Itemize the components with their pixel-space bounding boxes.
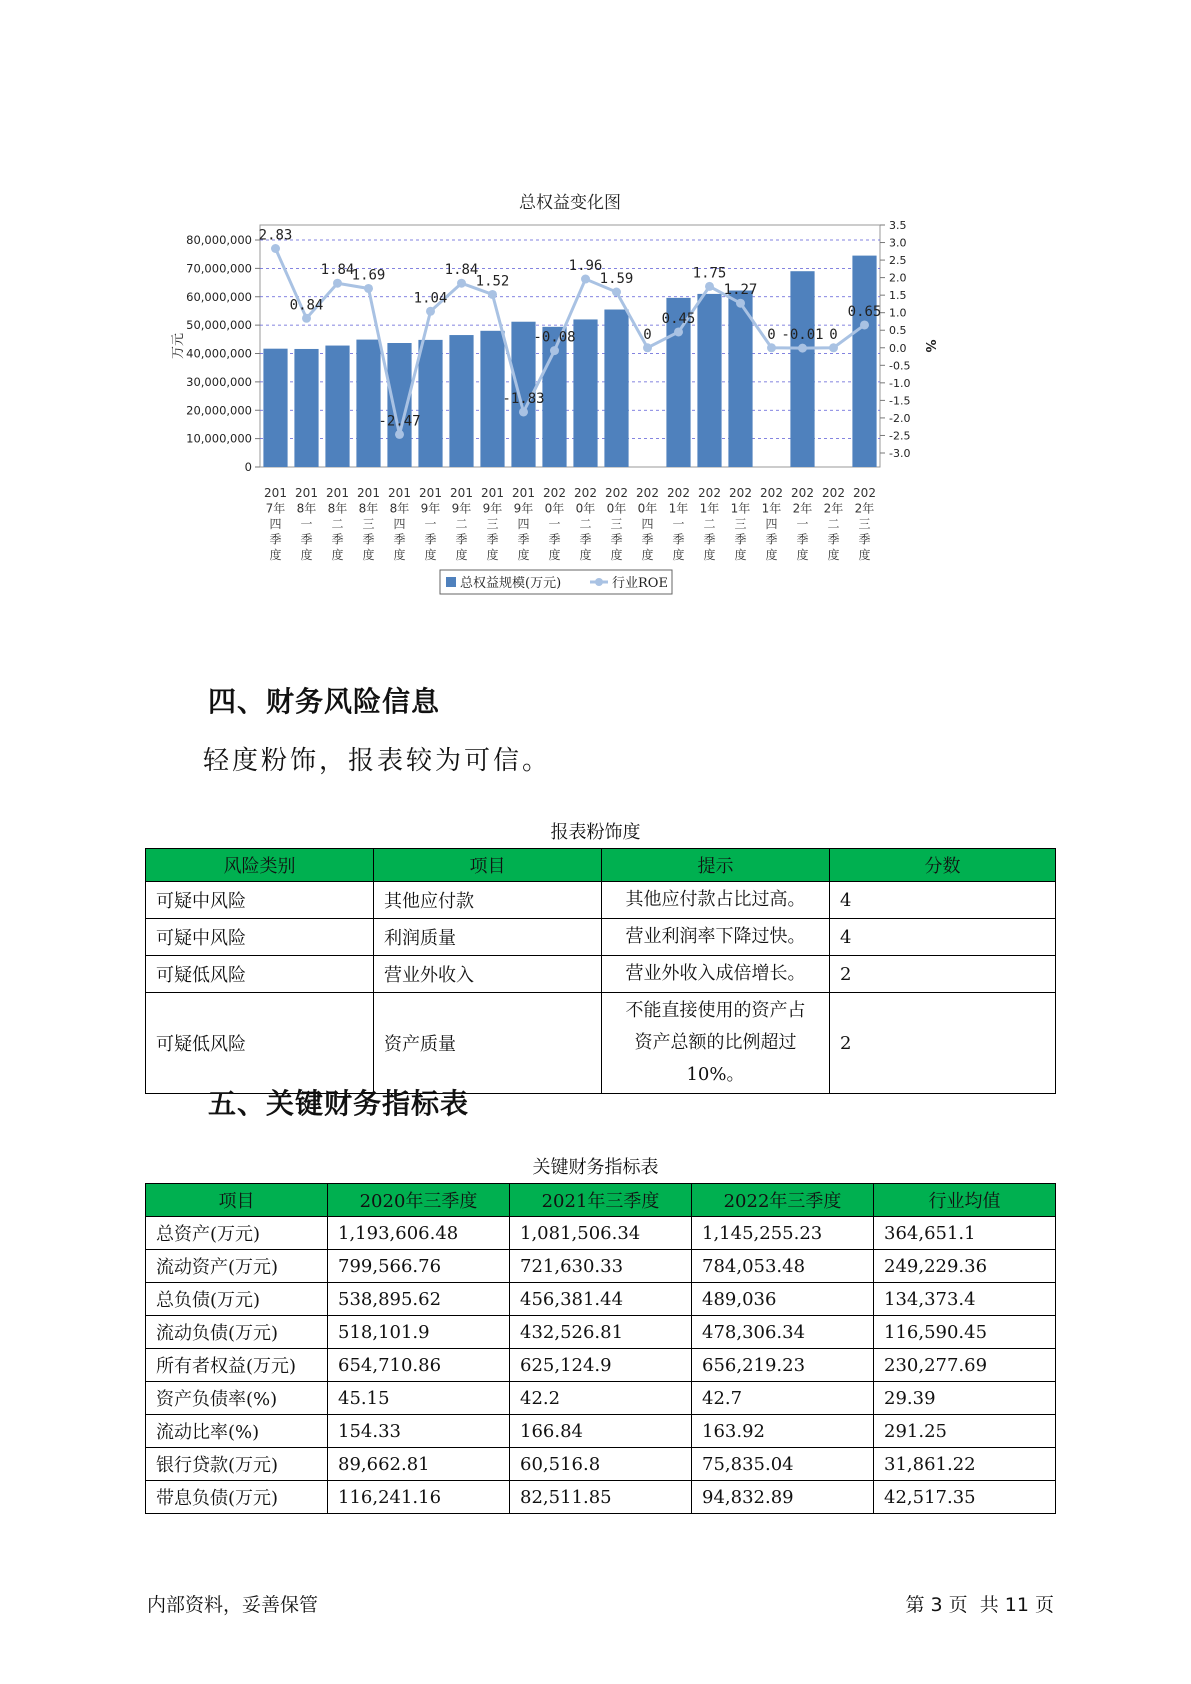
roe-point bbox=[519, 407, 528, 416]
indicator-value: 42.7 bbox=[692, 1382, 874, 1415]
risk-item: 营业外收入 bbox=[374, 956, 602, 993]
roe-point bbox=[395, 430, 404, 439]
x-tick-label: 三 bbox=[486, 517, 499, 531]
roe-data-label: -0.01 bbox=[781, 327, 824, 344]
indicator-value: 249,229.36 bbox=[874, 1250, 1056, 1283]
x-tick-label: 季 bbox=[579, 532, 592, 547]
roe-data-label: 0 bbox=[767, 326, 776, 343]
x-tick-label: 202 bbox=[822, 486, 845, 500]
x-tick-label: 1年 bbox=[699, 501, 720, 516]
y-axis-label: 万元 bbox=[171, 332, 186, 360]
equity-bar bbox=[449, 335, 473, 467]
legend-bar-swatch bbox=[446, 577, 456, 587]
roe-point bbox=[829, 343, 838, 352]
x-tick-label: 8年 bbox=[327, 501, 348, 516]
equity-bar bbox=[418, 340, 442, 467]
indicator-value: 29.39 bbox=[874, 1382, 1056, 1415]
x-tick-label: 二 bbox=[331, 517, 344, 531]
table-row bbox=[146, 1415, 1056, 1448]
x-tick-label: 度 bbox=[517, 548, 530, 562]
x-tick-label: 9年 bbox=[482, 501, 503, 516]
x-tick-label: 0年 bbox=[544, 501, 565, 516]
x-tick-label: 季 bbox=[424, 532, 437, 547]
x-tick-label: 季 bbox=[796, 532, 809, 547]
roe-point bbox=[612, 287, 621, 296]
y2-tick-label: -2.5 bbox=[889, 429, 911, 443]
indicator-name: 所有者权益(万元) bbox=[146, 1349, 328, 1382]
x-tick-label: 202 bbox=[605, 486, 628, 500]
roe-point bbox=[674, 327, 683, 336]
risk-item: 利润质量 bbox=[374, 919, 602, 956]
table-row bbox=[146, 1283, 1056, 1316]
x-tick-label: 季 bbox=[486, 532, 499, 547]
roe-data-label: 1.75 bbox=[692, 265, 727, 282]
y2-tick-label: 2.5 bbox=[889, 254, 907, 268]
risk-tip-line: 营业利润率下降过快。 bbox=[625, 926, 806, 947]
key-table-title: 关键财务指标表 bbox=[532, 1157, 659, 1178]
roe-data-label: 1.27 bbox=[723, 282, 758, 299]
key-header-col: 2020年三季度 bbox=[328, 1184, 510, 1217]
x-tick-label: 202 bbox=[543, 486, 566, 500]
y-tick-label: 80,000,000 bbox=[186, 233, 252, 247]
x-tick-label: 1年 bbox=[668, 501, 689, 516]
table-row bbox=[146, 882, 1056, 919]
x-tick-label: 9年 bbox=[420, 501, 441, 516]
table-row bbox=[146, 1448, 1056, 1481]
risk-header-item: 项目 bbox=[374, 849, 602, 882]
indicator-value: 489,036 bbox=[692, 1283, 874, 1316]
y2-tick-label: 1.5 bbox=[889, 289, 907, 303]
indicator-value: 31,861.22 bbox=[874, 1448, 1056, 1481]
indicator-value: 518,101.9 bbox=[328, 1316, 510, 1349]
risk-category: 可疑中风险 bbox=[146, 919, 374, 956]
chart-title: 总权益变化图 bbox=[519, 193, 621, 213]
x-tick-label: 201 bbox=[326, 486, 349, 500]
y-tick-label: 30,000,000 bbox=[186, 374, 252, 389]
indicator-value: 784,053.48 bbox=[692, 1250, 874, 1283]
x-tick-label: 一 bbox=[300, 517, 313, 531]
x-tick-label: 1年 bbox=[730, 501, 751, 516]
risk-item: 资产质量 bbox=[374, 993, 602, 1094]
equity-bar bbox=[697, 294, 721, 467]
roe-point bbox=[550, 346, 559, 355]
indicator-value: 230,277.69 bbox=[874, 1349, 1056, 1382]
risk-header-tip: 提示 bbox=[602, 849, 830, 882]
risk-header-score: 分数 bbox=[830, 849, 1056, 882]
indicator-value: 116,241.16 bbox=[328, 1481, 510, 1514]
roe-data-label: 0 bbox=[829, 326, 838, 343]
x-tick-label: 二 bbox=[703, 517, 716, 531]
y2-tick-label: 0.0 bbox=[889, 341, 907, 355]
x-tick-label: 季 bbox=[734, 532, 747, 547]
x-tick-label: 1年 bbox=[761, 501, 782, 516]
x-tick-label: 度 bbox=[362, 548, 375, 562]
indicator-value: 456,381.44 bbox=[510, 1283, 692, 1316]
x-tick-label: 四 bbox=[517, 517, 530, 531]
indicator-value: 60,516.8 bbox=[510, 1448, 692, 1481]
y2-tick-label: 1.0 bbox=[889, 306, 907, 320]
x-tick-label: 201 bbox=[264, 486, 287, 500]
x-tick-label: 二 bbox=[455, 517, 468, 531]
x-tick-label: 度 bbox=[672, 548, 685, 562]
roe-data-label: -1.83 bbox=[502, 390, 545, 407]
section4-heading: 四、财务风险信息 bbox=[208, 685, 441, 718]
x-tick-label: 2年 bbox=[854, 501, 875, 516]
y2-tick-label: -0.5 bbox=[889, 359, 911, 373]
roe-data-label: 1.69 bbox=[351, 267, 386, 284]
roe-data-label: 1.84 bbox=[444, 262, 479, 279]
equity-bar bbox=[852, 256, 876, 467]
x-tick-label: 8年 bbox=[389, 501, 410, 516]
x-tick-label: 2年 bbox=[792, 501, 813, 516]
indicator-value: 364,651.1 bbox=[874, 1217, 1056, 1250]
y2-tick-label: 2.0 bbox=[889, 271, 907, 285]
risk-tip bbox=[602, 956, 830, 993]
indicator-value: 89,662.81 bbox=[328, 1448, 510, 1481]
x-tick-label: 季 bbox=[362, 532, 375, 547]
risk-table-header-row bbox=[146, 849, 1056, 882]
y2-tick-label: 0.5 bbox=[889, 324, 907, 338]
roe-data-label: 0 bbox=[643, 326, 652, 343]
indicator-value: 94,832.89 bbox=[692, 1481, 874, 1514]
indicator-value: 116,590.45 bbox=[874, 1316, 1056, 1349]
x-tick-label: 二 bbox=[827, 517, 840, 531]
equity-bar bbox=[604, 310, 628, 467]
x-tick-label: 度 bbox=[269, 548, 282, 562]
x-tick-label: 201 bbox=[512, 486, 535, 500]
y2-axis-label: % bbox=[922, 339, 937, 353]
x-tick-label: 度 bbox=[703, 548, 716, 562]
x-tick-label: 201 bbox=[450, 486, 473, 500]
x-tick-label: 季 bbox=[269, 532, 282, 547]
key-header-col: 2022年三季度 bbox=[692, 1184, 874, 1217]
equity-chart bbox=[170, 190, 1020, 650]
x-tick-label: 季 bbox=[455, 532, 468, 547]
roe-point bbox=[333, 279, 342, 288]
table-row bbox=[146, 1217, 1056, 1250]
x-tick-label: 度 bbox=[424, 548, 437, 562]
x-tick-label: 度 bbox=[486, 548, 499, 562]
roe-point bbox=[860, 320, 869, 329]
risk-category: 可疑低风险 bbox=[146, 956, 374, 993]
x-tick-label: 一 bbox=[424, 517, 437, 531]
risk-table bbox=[145, 848, 1056, 1094]
risk-category: 可疑低风险 bbox=[146, 993, 374, 1094]
y2-tick-label: -1.5 bbox=[889, 394, 911, 408]
y2-tick-label: -3.0 bbox=[889, 447, 911, 460]
risk-score: 4 bbox=[830, 919, 1056, 956]
risk-score: 2 bbox=[830, 993, 1056, 1094]
roe-data-label: 1.52 bbox=[475, 273, 510, 290]
x-tick-label: 度 bbox=[610, 548, 623, 562]
x-tick-label: 度 bbox=[300, 548, 313, 562]
equity-bar bbox=[573, 319, 597, 467]
y-tick-label: 40,000,000 bbox=[186, 346, 252, 361]
x-tick-label: 0年 bbox=[606, 501, 627, 516]
risk-tip-line: 营业外收入成倍增长。 bbox=[625, 963, 806, 984]
x-tick-label: 四 bbox=[393, 517, 406, 531]
y2-tick-label: 3.0 bbox=[889, 236, 907, 250]
x-tick-label: 四 bbox=[641, 517, 654, 531]
indicator-value: 1,145,255.23 bbox=[692, 1217, 874, 1250]
indicator-value: 42,517.35 bbox=[874, 1481, 1056, 1514]
x-tick-label: 201 bbox=[295, 486, 318, 500]
indicator-name: 带息负债(万元) bbox=[146, 1481, 328, 1514]
x-tick-label: 0年 bbox=[637, 501, 658, 516]
risk-score: 4 bbox=[830, 882, 1056, 919]
indicator-value: 154.33 bbox=[328, 1415, 510, 1448]
table-row bbox=[146, 956, 1056, 993]
x-tick-label: 三 bbox=[734, 517, 747, 531]
x-tick-label: 202 bbox=[853, 486, 876, 500]
roe-data-label: 0.84 bbox=[289, 297, 324, 314]
roe-data-label: 1.96 bbox=[568, 258, 603, 275]
roe-point bbox=[643, 343, 652, 352]
risk-tip-line: 不能直接使用的资产占 bbox=[625, 1000, 806, 1021]
y-tick-label: 50,000,000 bbox=[186, 318, 252, 333]
legend-line-label: 行业ROE bbox=[612, 576, 668, 591]
x-tick-label: 8年 bbox=[358, 501, 379, 516]
x-tick-label: 季 bbox=[300, 532, 313, 547]
equity-bar bbox=[263, 349, 287, 467]
indicator-value: 721,630.33 bbox=[510, 1250, 692, 1283]
roe-point bbox=[364, 284, 373, 293]
indicator-value: 45.15 bbox=[328, 1382, 510, 1415]
roe-point bbox=[767, 343, 776, 352]
x-tick-label: 一 bbox=[548, 517, 561, 531]
x-tick-label: 2年 bbox=[823, 501, 844, 516]
x-tick-label: 度 bbox=[796, 548, 809, 562]
key-header-col: 项目 bbox=[146, 1184, 328, 1217]
x-tick-label: 三 bbox=[362, 517, 375, 531]
indicator-value: 134,373.4 bbox=[874, 1283, 1056, 1316]
table-row bbox=[146, 1316, 1056, 1349]
y-tick-label: 10,000,000 bbox=[186, 431, 252, 446]
table-row bbox=[146, 993, 1056, 1094]
roe-data-label: 1.59 bbox=[599, 270, 634, 287]
x-tick-label: 7年 bbox=[265, 501, 286, 516]
x-tick-label: 度 bbox=[765, 548, 778, 562]
x-tick-label: 季 bbox=[672, 532, 685, 547]
key-header-col: 2021年三季度 bbox=[510, 1184, 692, 1217]
equity-chart-svg bbox=[170, 190, 1020, 650]
x-tick-label: 度 bbox=[455, 548, 468, 562]
roe-point bbox=[271, 244, 280, 253]
x-tick-label: 季 bbox=[858, 532, 871, 547]
x-tick-label: 季 bbox=[331, 532, 344, 547]
x-tick-label: 季 bbox=[610, 532, 623, 547]
x-tick-label: 季 bbox=[703, 532, 716, 547]
indicator-value: 75,835.04 bbox=[692, 1448, 874, 1481]
table-row bbox=[146, 1250, 1056, 1283]
x-tick-label: 9年 bbox=[513, 501, 534, 516]
indicator-value: 625,124.9 bbox=[510, 1349, 692, 1382]
indicator-value: 166.84 bbox=[510, 1415, 692, 1448]
x-tick-label: 季 bbox=[393, 532, 406, 547]
table-row bbox=[146, 919, 1056, 956]
equity-bar bbox=[356, 340, 380, 467]
risk-table-title: 报表粉饰度 bbox=[550, 822, 641, 843]
roe-data-label: 2.83 bbox=[258, 227, 293, 244]
indicator-value: 1,193,606.48 bbox=[328, 1217, 510, 1250]
x-tick-label: 度 bbox=[331, 548, 344, 562]
table-row bbox=[146, 1349, 1056, 1382]
y-tick-label: 70,000,000 bbox=[186, 261, 252, 276]
equity-bar bbox=[480, 331, 504, 467]
risk-header-category: 风险类别 bbox=[146, 849, 374, 882]
roe-point bbox=[457, 279, 466, 288]
indicator-value: 656,219.23 bbox=[692, 1349, 874, 1382]
x-tick-label: 201 bbox=[357, 486, 380, 500]
roe-point bbox=[798, 344, 807, 353]
roe-point bbox=[581, 275, 590, 284]
indicator-name: 流动比率(%) bbox=[146, 1415, 328, 1448]
risk-category: 可疑中风险 bbox=[146, 882, 374, 919]
x-tick-label: 度 bbox=[858, 548, 871, 562]
indicator-value: 42.2 bbox=[510, 1382, 692, 1415]
indicator-name: 资产负债率(%) bbox=[146, 1382, 328, 1415]
roe-data-label: -2.47 bbox=[378, 413, 421, 430]
x-tick-label: 202 bbox=[636, 486, 659, 500]
x-tick-label: 度 bbox=[827, 548, 840, 562]
x-tick-label: 度 bbox=[641, 548, 654, 562]
roe-data-label: 0.45 bbox=[661, 310, 696, 327]
indicator-value: 478,306.34 bbox=[692, 1316, 874, 1349]
x-tick-label: 202 bbox=[760, 486, 783, 500]
risk-item: 其他应付款 bbox=[374, 882, 602, 919]
risk-tip-line: 其他应付款占比过高。 bbox=[625, 889, 806, 910]
indicator-value: 799,566.76 bbox=[328, 1250, 510, 1283]
x-tick-label: 202 bbox=[698, 486, 721, 500]
y-tick-label: 20,000,000 bbox=[186, 403, 252, 418]
key-table-header-row bbox=[146, 1184, 1056, 1217]
indicator-name: 银行贷款(万元) bbox=[146, 1448, 328, 1481]
footer-page-number: 第 3 页 共 11 页 bbox=[905, 1594, 1054, 1616]
legend-bar-label: 总权益规模(万元) bbox=[460, 576, 562, 591]
x-tick-label: 201 bbox=[388, 486, 411, 500]
x-tick-label: 季 bbox=[827, 532, 840, 547]
x-tick-label: 201 bbox=[419, 486, 442, 500]
risk-tip-line: 资产总额的比例超过10%。 bbox=[634, 1032, 797, 1085]
x-tick-label: 度 bbox=[393, 548, 406, 562]
x-tick-label: 201 bbox=[481, 486, 504, 500]
x-tick-label: 9年 bbox=[451, 501, 472, 516]
footer-confidential: 内部资料，妥善保管 bbox=[147, 1594, 319, 1616]
x-tick-label: 一 bbox=[796, 517, 809, 531]
indicator-name: 流动资产(万元) bbox=[146, 1250, 328, 1283]
x-tick-label: 度 bbox=[579, 548, 592, 562]
indicator-value: 291.25 bbox=[874, 1415, 1056, 1448]
indicator-value: 1,081,506.34 bbox=[510, 1217, 692, 1250]
roe-data-label: 1.84 bbox=[320, 262, 355, 279]
legend-line-marker bbox=[595, 578, 603, 586]
risk-tip bbox=[602, 993, 830, 1094]
risk-score: 2 bbox=[830, 956, 1056, 993]
roe-point bbox=[426, 307, 435, 316]
indicator-name: 总负债(万元) bbox=[146, 1283, 328, 1316]
x-tick-label: 二 bbox=[579, 517, 592, 531]
equity-bar bbox=[325, 346, 349, 467]
x-tick-label: 季 bbox=[641, 532, 654, 547]
key-header-col: 行业均值 bbox=[874, 1184, 1056, 1217]
roe-data-label: 0.65 bbox=[847, 303, 882, 320]
table-row bbox=[146, 1382, 1056, 1415]
x-tick-label: 三 bbox=[858, 517, 871, 531]
roe-point bbox=[488, 290, 497, 299]
x-tick-label: 202 bbox=[667, 486, 690, 500]
roe-point bbox=[736, 299, 745, 308]
x-tick-label: 8年 bbox=[296, 501, 317, 516]
roe-data-label: 1.04 bbox=[413, 290, 448, 307]
indicator-value: 654,710.86 bbox=[328, 1349, 510, 1382]
equity-bar bbox=[294, 349, 318, 467]
x-tick-label: 度 bbox=[548, 548, 561, 562]
indicator-name: 总资产(万元) bbox=[146, 1217, 328, 1250]
roe-point bbox=[705, 282, 714, 291]
x-tick-label: 季 bbox=[548, 532, 561, 547]
y-tick-label: 60,000,000 bbox=[186, 289, 252, 304]
risk-tip bbox=[602, 882, 830, 919]
x-tick-label: 202 bbox=[791, 486, 814, 500]
key-indicators-table bbox=[145, 1183, 1056, 1514]
y-tick-label: 0 bbox=[244, 460, 252, 474]
indicator-value: 163.92 bbox=[692, 1415, 874, 1448]
table-row bbox=[146, 1481, 1056, 1514]
risk-tip bbox=[602, 919, 830, 956]
x-tick-label: 度 bbox=[734, 548, 747, 562]
section5-heading: 五、关键财务指标表 bbox=[208, 1087, 470, 1120]
x-tick-label: 季 bbox=[765, 532, 778, 547]
x-tick-label: 202 bbox=[574, 486, 597, 500]
x-tick-label: 一 bbox=[672, 517, 685, 531]
roe-point bbox=[302, 314, 311, 323]
x-tick-label: 四 bbox=[269, 517, 282, 531]
indicator-value: 432,526.81 bbox=[510, 1316, 692, 1349]
x-tick-label: 202 bbox=[729, 486, 752, 500]
roe-data-label: -0.08 bbox=[533, 329, 576, 346]
indicator-value: 82,511.85 bbox=[510, 1481, 692, 1514]
y2-tick-label: 3.5 bbox=[889, 219, 907, 232]
indicator-name: 流动负债(万元) bbox=[146, 1316, 328, 1349]
x-tick-label: 季 bbox=[517, 532, 530, 547]
indicator-value: 538,895.62 bbox=[328, 1283, 510, 1316]
x-tick-label: 0年 bbox=[575, 501, 596, 516]
y2-tick-label: -1.0 bbox=[889, 376, 911, 390]
x-tick-label: 四 bbox=[765, 517, 778, 531]
x-tick-label: 三 bbox=[610, 517, 623, 531]
section4-summary: 轻度粉饰，报表较为可信。 bbox=[203, 746, 552, 776]
equity-bar bbox=[790, 271, 814, 467]
y2-tick-label: -2.0 bbox=[889, 411, 911, 425]
